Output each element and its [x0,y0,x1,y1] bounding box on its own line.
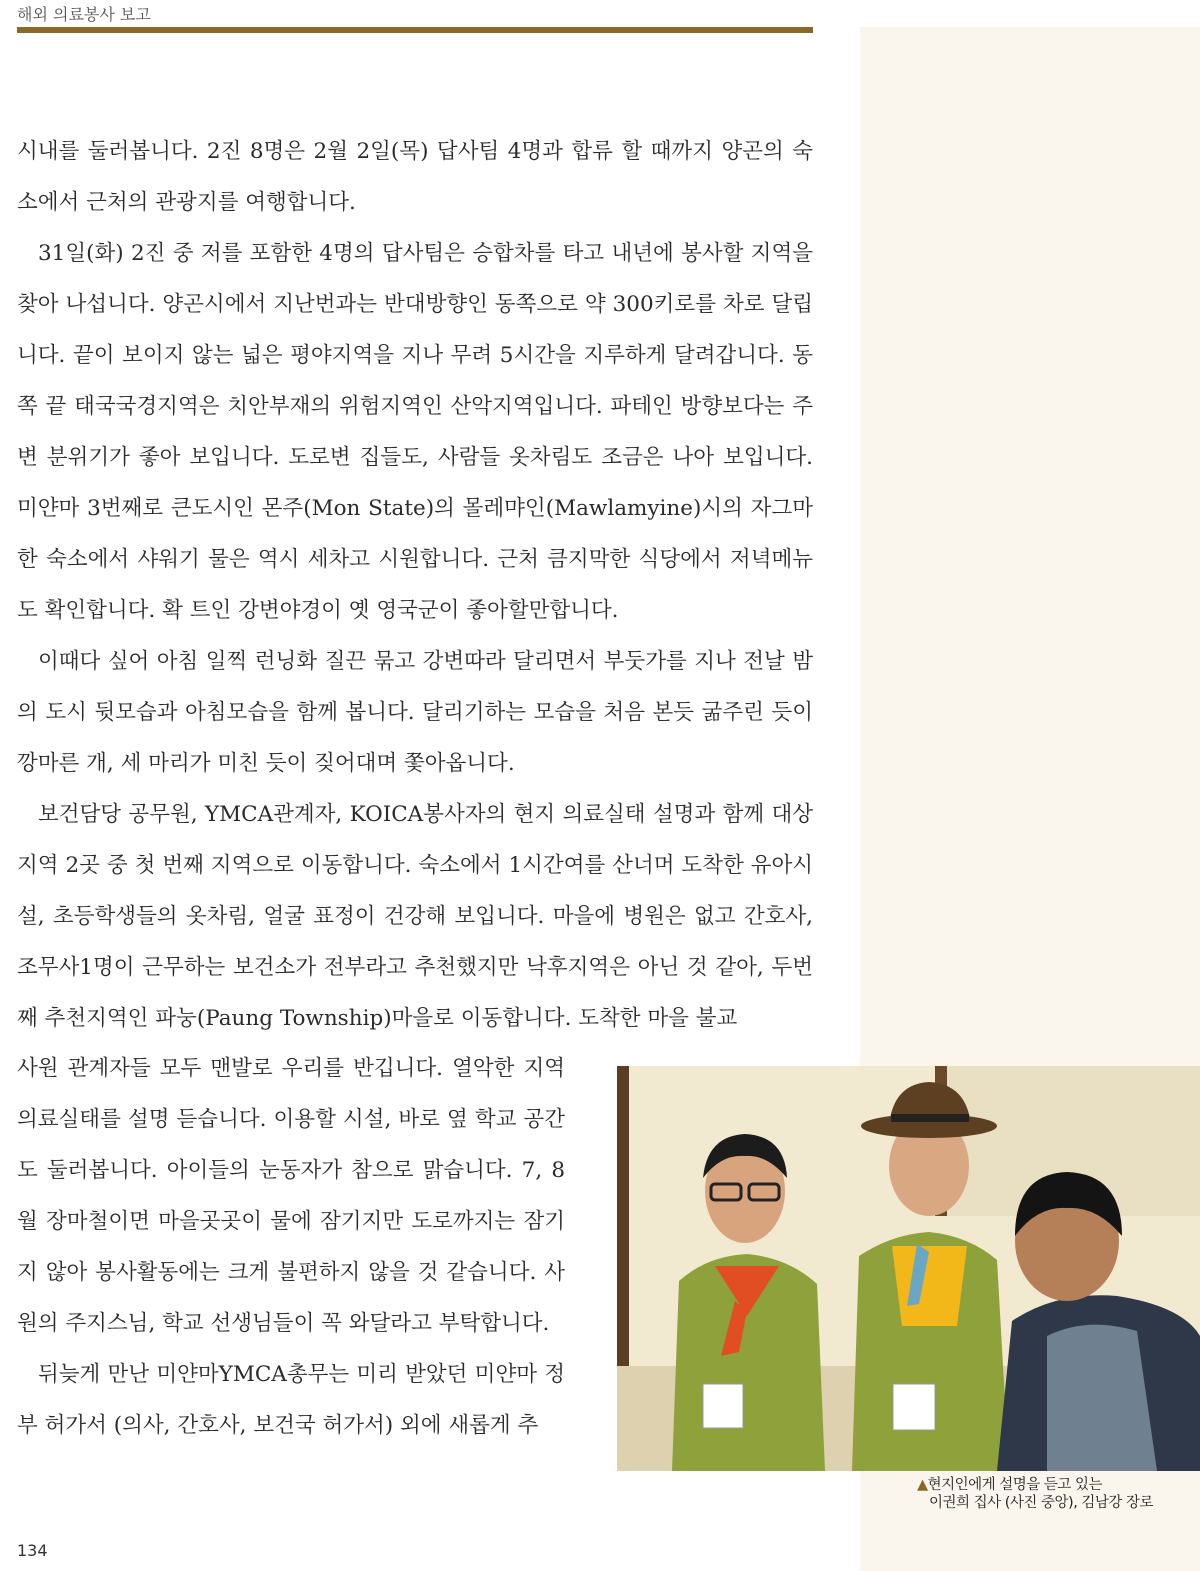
article-body [17,126,813,1044]
photo-caption [917,1476,1197,1512]
photo-volunteers [617,1066,1200,1471]
caption-line: 현지인에게 설명을 듣고 있는 [927,1477,1103,1493]
section-title: 해외 의료봉사 보고 [17,5,151,24]
page-number: 134 [17,1541,48,1560]
paragraph: 사원 관계자들 모두 맨발로 우리를 반깁니다. 열악한 지역 의료실태를 설명 듣습니다. 이용할 시설, 바로 옆 학교 공간도 둘러봅니다. 아이들의 눈동자가 참으로 맑습니다. 7, 8월 장마철이면 마을곳곳이 물에 잠기지만 도로까지는 잠기지 않아 봉사활동에는 크게 불편하지 않을 것 같습니다. 사원의 주지스님, 학교 선생님들이 꼭 와달라고 부탁합니다. [17,1056,565,1336]
triangle-marker-icon: ▲ [917,1477,928,1493]
paragraph: 보건담당 공무원, YMCA관계자, KOICA봉사자의 현지 의료실태 설명과 함께 대상지역 2곳 중 첫 번째 지역으로 이동합니다. 숙소에서 1시간여를 산너머 도착한 유아시설, 초등학생들의 옷차림, 얼굴 표정이 건강해 보입니다. 마을에 병원은 없고 간호사, 조무사1명이 근무하는 보건소가 전부라고 추천했지만 낙후지역은 아닌 것 같아, 두번째 추천지역인 파눙(Paung Township)마을로 이동합니다. 도착한 마을 불교 [17,802,813,1031]
article-body-narrow [17,1043,565,1451]
caption-line: 이권희 집사 (사진 중앙), 김남강 장로 [929,1495,1154,1511]
paragraph: 시내를 둘러봅니다. 2진 8명은 2월 2일(목) 답사팀 4명과 합류 할 때까지 양곤의 숙소에서 근처의 관광지를 여행합니다. [17,139,813,215]
header-rule [17,27,813,33]
paragraph: 뒤늦게 만난 미얀마YMCA총무는 미리 받았던 미얀마 정부 허가서 (의사, 간호사, 보건국 허가서) 외에 새롭게 추 [17,1362,565,1438]
paragraph: 이때다 싶어 아침 일찍 런닝화 질끈 묶고 강변따라 달리면서 부둣가를 지나 전날 밤의 도시 뒷모습과 아침모습을 함께 봅니다. 달리기하는 모습을 처음 본듯 굶주린 듯이 깡마른 개, 세 마리가 미친 듯이 짖어대며 쫓아옵니다. [17,649,813,776]
paragraph: 31일(화) 2진 중 저를 포함한 4명의 답사팀은 승합차를 타고 내년에 봉사할 지역을 찾아 나섭니다. 양곤시에서 지난번과는 반대방향인 동쪽으로 약 300키로를 차로 달립니다. 끝이 보이지 않는 넓은 평야지역을 지나 무려 5시간을 지루하게 달려갑니다. 동쪽 끝 태국국경지역은 치안부재의 위험지역인 산악지역입니다. 파테인 방향보다는 주변 분위기가 좋아 보입니다. 도로변 집들도, 사람들 옷차림도 조금은 나아 보입니다. 미얀마 3번째로 큰도시인 몬주(Mon State)의 몰레먀인(Mawlamyine)시의 자그마한 숙소에서 샤워기 물은 역시 세차고 시원합니다. 근처 큼지막한 식당에서 저녁메뉴도 확인합니다. 확 트인 강변야경이 옛 영국군이 좋아할만합니다. [17,241,813,623]
